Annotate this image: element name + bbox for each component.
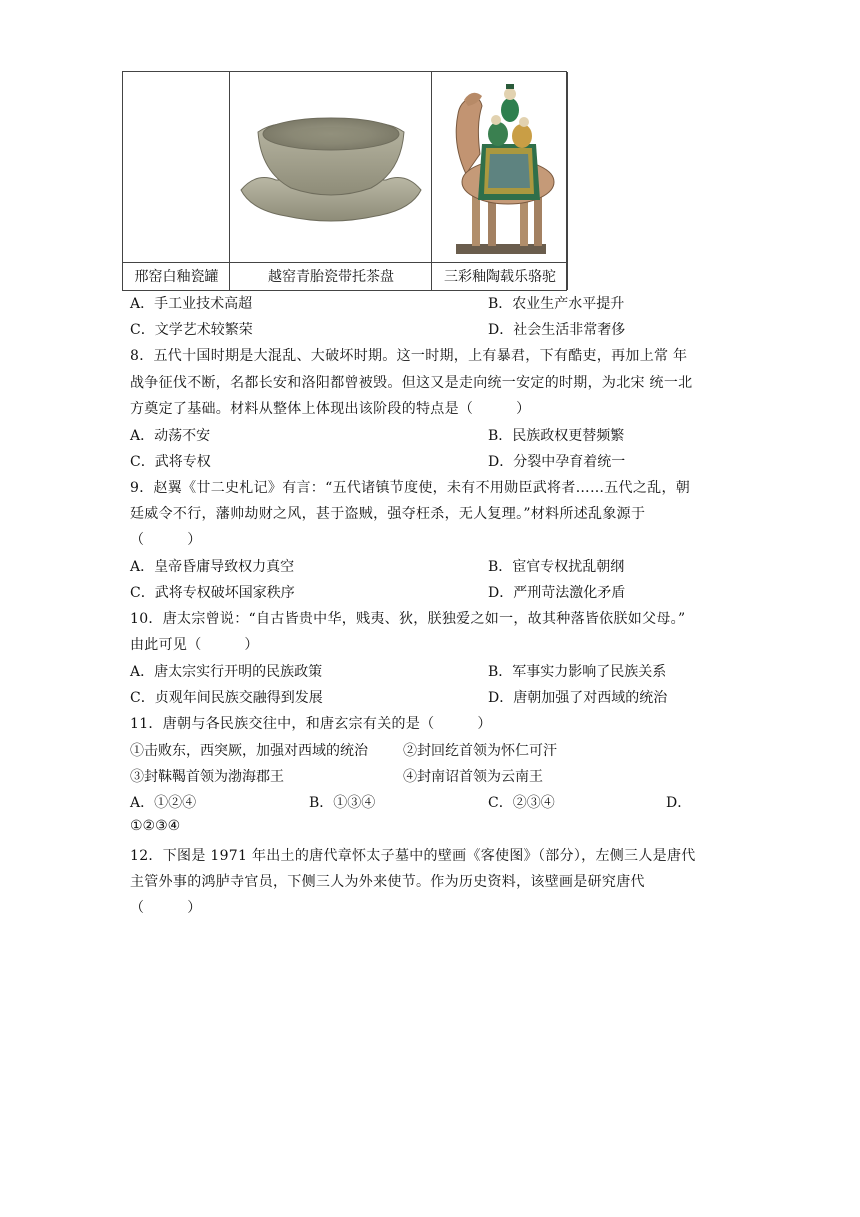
artifact-cell-1: [123, 72, 230, 290]
q12-stem-line-1: 12．下图是 1971 年出土的唐代章怀太子墓中的壁画《客使图》（部分），左侧三人是唐代: [130, 848, 696, 864]
q11-option-d[interactable]: D．: [666, 795, 692, 811]
q11-item-2: ②封回纥首领为怀仁可汗: [403, 743, 557, 759]
q10-option-a[interactable]: A．唐太宗实行开明的民族政策: [130, 664, 323, 680]
q7-option-d[interactable]: D．社会生活非常奢侈: [488, 322, 626, 338]
artifact-cell-3: [432, 72, 568, 290]
q10-stem-line-2: 由此可见（ ）: [130, 637, 259, 653]
q11-option-b[interactable]: B．①③④: [309, 795, 376, 811]
q11-option-d-content[interactable]: ①②③④: [130, 818, 181, 834]
q7-option-c[interactable]: C．文学艺术较繁荣: [130, 322, 253, 338]
caption-sancai-camel: 三彩釉陶载乐骆驼: [444, 269, 556, 285]
q8-stem-line-1: 8．五代十国时期是大混乱、大破坏时期。这一时期，上有暴君，下有酷吏，再加上常 年: [130, 348, 688, 364]
q8-stem-line-3: 方奠定了基础。材料从整体上体现出该阶段的特点是（ ）: [130, 401, 531, 417]
celadon-tea-bowl-image: [236, 102, 426, 242]
q11-stem: 11．唐朝与各民族交往中，和唐玄宗有关的是（ ）: [130, 716, 492, 732]
q10-option-c[interactable]: C．贞观年间民族交融得到发展: [130, 690, 323, 706]
q10-stem-line-1: 10．唐太宗曾说：“自古皆贵中华，贱夷、狄，朕独爱之如一，故其种落皆依朕如父母。”: [130, 611, 686, 627]
caption-row-border: [123, 262, 566, 263]
q9-option-c[interactable]: C．武将专权破坏国家秩序: [130, 585, 295, 601]
artifact-cell-2: [230, 72, 432, 290]
q8-option-d[interactable]: D．分裂中孕育着统一: [488, 454, 626, 470]
q11-item-1: ①击败东，西突厥，加强对西域的统治: [130, 743, 368, 759]
q9-stem-line-2: 廷威令不行，藩帅劫财之风，甚于盗贼，强夺枉杀，无人复理。”材料所述乱象源于: [130, 506, 646, 522]
q9-stem-line-1: 9．赵翼《廿二史札记》有言：“五代诸镇节度使，未有不用勋臣武将者……五代之乱，朝: [130, 480, 691, 496]
caption-xing-kiln-jar: 邢窑白釉瓷罐: [134, 269, 219, 285]
caption-yue-kiln-tea-tray: 越窑青胎瓷带托茶盘: [268, 269, 394, 285]
q7-option-a[interactable]: A．手工业技术高超: [130, 296, 253, 312]
q8-option-c[interactable]: C．武将专权: [130, 454, 211, 470]
q11-item-4: ④封南诏首领为云南王: [403, 769, 543, 785]
q10-option-d[interactable]: D．唐朝加强了对西域的统治: [488, 690, 668, 706]
q7-option-b[interactable]: B．农业生产水平提升: [488, 296, 625, 312]
q10-option-b[interactable]: B．军事实力影响了民族关系: [488, 664, 667, 680]
q11-item-3: ③封靺鞨首领为渤海郡王: [130, 769, 284, 785]
q12-stem-line-3: （ ）: [130, 900, 202, 916]
q8-option-a[interactable]: A．动荡不安: [130, 428, 211, 444]
artifact-table: [122, 71, 567, 291]
q8-stem-line-2: 战争征伐不断，名都长安和洛阳都曾被毁。但这又是走向统一安定的时期，为北宋 统一北: [130, 375, 693, 391]
q9-stem-line-3: （ ）: [130, 532, 202, 548]
q9-option-b[interactable]: B．宦官专权扰乱朝纲: [488, 559, 625, 575]
q12-stem-line-2: 主管外事的鸿胪寺官员，下侧三人为外来使节。作为历史资料，该壁画是研究唐代: [130, 874, 645, 890]
sancai-camel-image: [442, 74, 558, 260]
q9-option-d[interactable]: D．严刑苛法激化矛盾: [488, 585, 626, 601]
q11-option-a[interactable]: A．①②④: [130, 795, 197, 811]
q8-option-b[interactable]: B．民族政权更替频繁: [488, 428, 625, 444]
q9-option-a[interactable]: A．皇帝昏庸导致权力真空: [130, 559, 295, 575]
q11-option-c[interactable]: C．②③④: [488, 795, 555, 811]
